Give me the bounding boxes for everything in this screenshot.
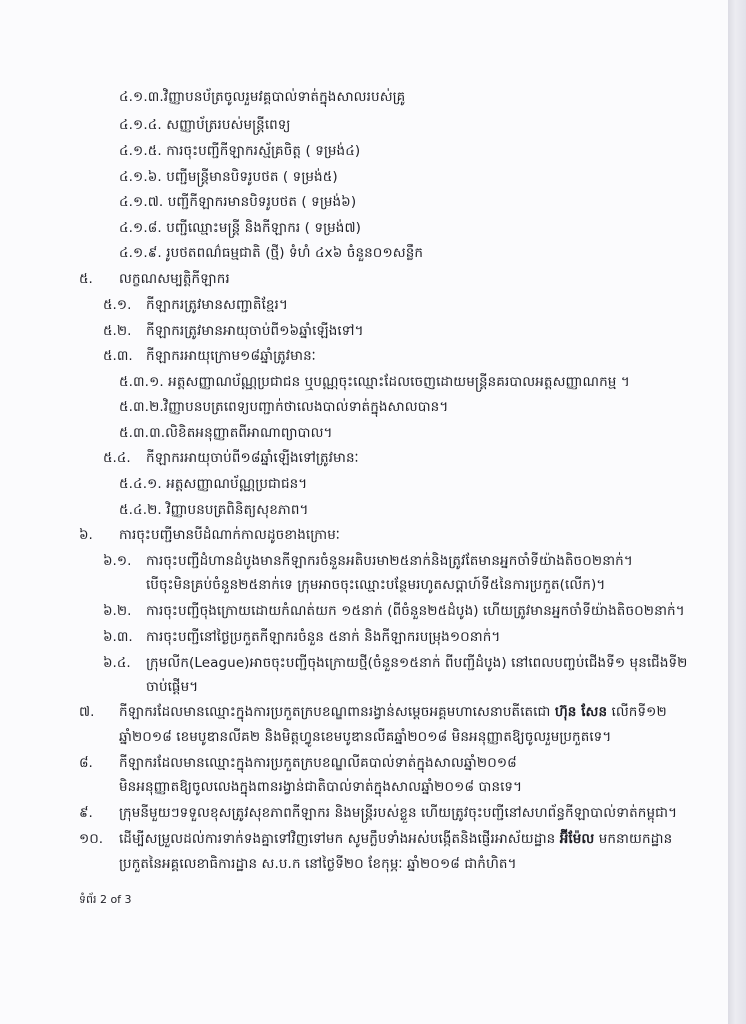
section-heading: ការចុះបញ្ជីមានបីដំណាក់កាលដូចខាងក្រោមៈ: [119, 527, 340, 543]
doc-line-4-1-3: ៤.១.៣.វិញ្ញាបនប័ត្រចូលរួមវគ្គបាល់ទាត់ក្នុងសាលរបស់គ្រូ: [119, 89, 406, 105]
doc-line-with-name: [119, 703, 667, 721]
item-number: ៦.២.: [103, 603, 132, 619]
doc-line: ក្រុមលីក(League)អាចចុះបញ្ជីចុងក្រោយថ្មី(ចំនួន១៥នាក់ ពីបញ្ជីដំបូង) នៅពេលបញ្ចប់ជើងទី១ មុនជើងទី២: [146, 655, 688, 671]
doc-line-with-email: [119, 830, 672, 848]
doc-line-4-1-6: ៤.១.៦. បញ្ជីមន្ត្រីមានបិទរូបថត ( ទម្រង់៥): [119, 169, 338, 185]
doc-line-4-1-4: ៤.១.៤. សញ្ញាប័ត្ររបស់មន្ត្រីពេទ្យ: [119, 117, 291, 133]
section-number: ៥.: [79, 271, 93, 287]
doc-line-4-1-7: ៤.១.៧. បញ្ជីកីឡាករមានបិទរូបថត ( ទម្រង់៦): [119, 194, 357, 210]
item-number: ៥.៤.: [103, 450, 131, 466]
item-number: ៥.១.: [103, 297, 132, 313]
doc-line-continuation: ចាប់ផ្តើម។: [146, 679, 199, 695]
section-number: ៨.: [79, 755, 93, 771]
text-segment: លើកទី១២: [607, 704, 667, 720]
text-segment: កីឡាករដែលមានឈ្មោះក្នុងការប្រកួតក្របខណ្ឌពានរង្វាន់សម្តេចអគ្គមហាសេនាបតីតេជោ: [119, 704, 555, 720]
text-segment: ដើម្បីសម្រួលដល់ការទាក់ទងគ្នាទៅវិញទៅមក សូមក្លឹបទាំងអស់បង្កើតនិងផ្ញើរអាស័យដ្ឋាន: [119, 831, 560, 847]
doc-line: កីឡាករអាយុចាប់ពី១៨ឆ្នាំឡើងទៅត្រូវមានៈ: [146, 450, 359, 466]
doc-line-5-3-3: ៥.៣.៣.លិខិតអនុញ្ញាតពីអាណាព្យាបាល។: [119, 425, 333, 441]
section-number: ៧.: [79, 704, 95, 720]
item-number: ៦.៣.: [103, 629, 133, 645]
doc-line: ការចុះបញ្ជីដំហានដំបូងមានកីឡាករចំនួនអតិបរមា២៥នាក់និងត្រូវតែមានអ្នកចាំទីយ៉ាងតិច០២នាក់។: [146, 553, 633, 569]
section-heading: លក្ខណសម្បត្តិកីឡាករ: [119, 271, 230, 287]
item-number: ៦.១.: [103, 553, 132, 569]
doc-line: ក្រុមនីមួយៗទទួលខុសត្រូវសុខភាពកីឡាករ និងមន្ត្រីរបស់ខ្លួន ហើយត្រូវចុះបញ្ជីនៅសហព័ន្ធកីឡាបាល់ទាត់កម្ពុជា។: [119, 805, 678, 821]
doc-line: ការចុះបញ្ជីចុងក្រោយដោយកំណត់យក ១៥នាក់ (ពីចំនួន២៥ដំបូង) ហើយត្រូវមានអ្នកចាំទីយ៉ាងតិច០២នាក់។: [146, 603, 685, 619]
doc-line-4-1-8: ៤.១.៨. បញ្ជីឈ្មោះមន្ត្រី និងកីឡាករ ( ទម្រង់៧): [119, 220, 362, 236]
doc-line-5-3-1: ៥.៣.១. អត្តសញ្ញាណប័ណ្ណប្រជាជន ឬបណ្ណចុះឈ្មោះដែលចេញដោយមន្ត្រីនគរបាលអត្តសញ្ញាណកម្ម ។: [119, 374, 630, 390]
doc-line: ការចុះបញ្ជីនៅថ្ងៃប្រកួតកីឡាករចំនួន ៥នាក់ និងកីឡាករបម្រុង១០នាក់។: [146, 629, 501, 645]
item-number: ៥.៣.: [103, 348, 133, 364]
doc-line-continuation: ប្រកួតនៃអគ្គលេខាធិការដ្ឋាន ស.ប.ក នៅថ្ងៃទី២០ ខែកុម្ភៈ ឆ្នាំ២០១៨ ជាកំហិត។: [119, 856, 517, 872]
text-segment: មកនាយកដ្ឋាន: [594, 831, 673, 847]
section-number: ៩.: [79, 805, 93, 821]
doc-line: កីឡាករត្រូវមានសញ្ជាតិខ្មែរ។: [146, 297, 288, 313]
doc-line-continuation: មិនអនុញ្ញាតឱ្យចូលលេងក្នុងពានរង្វាន់ជាតិបាល់ទាត់ក្នុងសាលឆ្នាំ២០១៨ បានទេ។: [119, 779, 523, 795]
doc-line: កីឡាករត្រូវមានអាយុចាប់ពី១៦ឆ្នាំឡើងទៅ។: [146, 323, 364, 339]
doc-line: កីឡាករអាយុក្រោម១៨ឆ្នាំត្រូវមានៈ: [146, 348, 316, 364]
doc-line-5-3-2: ៥.៣.២.វិញ្ញាបនបត្រពេទ្យបញ្ជាក់ថាលេងបាល់ទាត់ក្នុងសាលបាន។: [119, 399, 449, 415]
doc-line-5-4-1: ៥.៤.១. អត្តសញ្ញាណប័ណ្ណប្រជាជន។: [119, 476, 308, 492]
item-number: ៦.៤.: [103, 655, 131, 671]
doc-line-5-4-2: ៥.៤.២. វិញ្ញាបនបត្រពិនិត្យសុខភាព។: [119, 502, 309, 518]
doc-line-continuation: បើចុះមិនគ្រប់ចំនួន២៥នាក់ទេ ក្រុមអាចចុះឈ្មោះបន្ថែមរហូតសប្តាហ៍ទី៥នៃការប្រកួត(លើក)។: [146, 577, 606, 593]
doc-line: កីឡាករដែលមានឈ្មោះក្នុងការប្រកួតក្របខណ្ឌលីគបាល់ទាត់ក្នុងសាលឆ្នាំ២០១៨: [119, 755, 517, 771]
bold-name: ហ៊ុន សែន: [554, 704, 608, 720]
doc-line-continuation: ឆ្នាំ២០១៨ ខេមបូឌានលីគ២ និងមិត្តហ្វូនខេមបូឌានលីគឆ្នាំ២០១៨ មិនអនុញ្ញាតឱ្យចូលរួមប្រកួតទេ។: [119, 729, 612, 745]
bold-email: អ៊ីម៉ែល: [559, 831, 595, 847]
item-number: ៥.២.: [103, 323, 132, 339]
page-footer: ទំព័រ 2 of 3: [79, 893, 132, 906]
section-number: ៦.: [79, 527, 93, 543]
doc-line-4-1-9: ៤.១.៩. រូបថតពណ៌ធម្មជាតិ (ថ្មី) ទំហំ ៤x៦ ចំនួន០១សន្លឹក: [119, 245, 424, 261]
section-number: ១០.: [79, 831, 104, 847]
doc-line-4-1-5: ៤.១.៥. ការចុះបញ្ជីកីឡាករស្ម័គ្រចិត្ត ( ទម្រង់៤): [119, 143, 361, 159]
scan-page-edge: [728, 0, 746, 1024]
